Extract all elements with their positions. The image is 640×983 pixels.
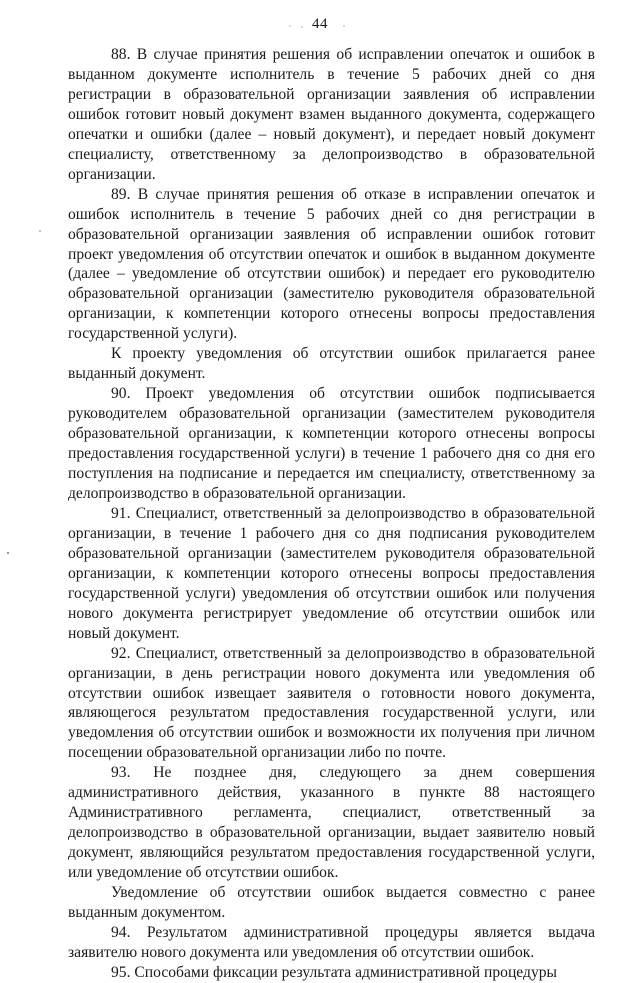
paragraph-92: 92. Специалист, ответственный за делопроизводство в образовательной организации, в день регистрации нового документа или уведомления об отсутствии ошибок извещает заявителя о готовности нового документа, являющегося результатом предоставления государственной услуги, или уведомления об отсутствии ошибок и возможности их получения при личном посещении образовательной организации либо по почте. — [68, 644, 595, 762]
document-body — [68, 45, 595, 983]
paragraph-93-issuance-note: Уведомление об отсутствии ошибок выдается совместно с ранее выданным документом. — [68, 884, 595, 921]
paragraph-95: 95. Способами фиксации результата административной процедуры — [111, 963, 558, 981]
paragraph-93: 93. Не позднее дня, следующего за днем совершения административного действия, указанного в пункте 88 настоящего Административного регламента, специалист, ответственный за делопроизводство в образовательной организации, выдает заявителю новый документ, являющийся результатом предоставления государственной услуги, или уведомление об отсутствии ошибок. — [68, 764, 595, 882]
page-number: 44 — [312, 16, 328, 32]
paragraph-94: 94. Результатом административной процедуры является выдача заявителю нового документа или уведомления об отсутствии ошибок. — [68, 923, 595, 961]
paragraph-90: 90. Проект уведомления об отсутствии ошибок подписывается руководителем образовательной организации (заместителем руководителя образовательной организации, к компетенции которого отнесены вопросы предоставления государственной услуги) в течение 1 рабочего дня со дня его поступления на подписание и передается им специалисту, ответственному за делопроизводство в образовательной организации. — [68, 385, 595, 502]
paragraph-91: 91. Специалист, ответственный за делопроизводство в образовательной организации, в течение 1 рабочего дня со дня подписания руководителем образовательной организации (заместителем руководителя образовательной организации, к компетенции которого отнесены вопросы предоставления государственной услуги) уведомления об отсутствии ошибок или получения нового документа регистрирует уведомление об отсутствии ошибок или новый документ. — [68, 504, 595, 642]
paragraph-89-attachment-note: К проекту уведомления об отсутствии ошибок прилагается ранее выданный документ. — [68, 345, 595, 383]
paragraph-89: 89. В случае принятия решения об отказе в исправлении опечаток и ошибок исполнитель в течение 5 рабочих дней со дня регистрации в образовательной организации заявления об исправлении ошибок готовит проект уведомления об отсутствии опечаток и ошибок в выданном документе (далее – уведомление об отсутствии ошибок) и передает его руководителю образовательной организации (заместителю руководителя образовательной организации, к компетенции которого отнесены вопросы предоставления государственной услуги). — [68, 185, 595, 343]
paragraph-88: 88. В случае принятия решения об исправлении опечаток и ошибок в выданном документе исполнитель в течение 5 рабочих дней со дня регистрации в образовательной организации заявления об исправлении ошибок готовит новый документ взамен выданного документа, содержащего опечатки и ошибки (далее – новый документ), и передает новый документ специалисту, ответственному за делопроизводство в образовательной организации. — [68, 46, 595, 183]
